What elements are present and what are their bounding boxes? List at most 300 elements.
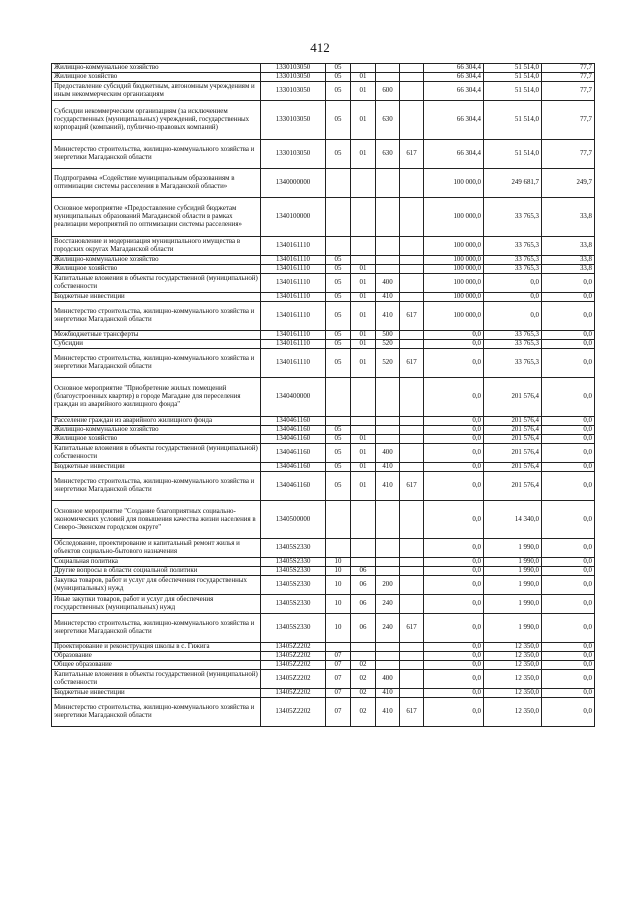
table-row [52, 64, 595, 73]
row-actual-value: 201 576,4 [484, 444, 542, 463]
row-expense-type [376, 198, 400, 237]
row-plan-value: 0,0 [424, 643, 484, 652]
table-row [52, 82, 595, 101]
row-expense-type: 500 [376, 331, 400, 340]
row-section: 05 [326, 340, 351, 349]
row-actual-value: 51 514,0 [484, 64, 542, 73]
table-row [52, 274, 595, 293]
row-section [326, 643, 351, 652]
row-section: 05 [326, 82, 351, 101]
row-expense-type: 200 [376, 576, 400, 595]
table-row [52, 426, 595, 435]
row-name: Восстановление и модернизация муниципального имущества в городских округах Магаданской области [52, 237, 261, 256]
row-subsection: 01 [351, 472, 376, 501]
row-subsection: 01 [351, 463, 376, 472]
row-expense-type [376, 378, 400, 417]
row-name: Жилищно-коммунальное хозяйство [52, 64, 261, 73]
row-plan-value: 0,0 [424, 558, 484, 567]
row-percent: 0,0 [542, 595, 595, 614]
row-subsection: 01 [351, 444, 376, 463]
row-actual-value: 1 990,0 [484, 576, 542, 595]
row-code: 13405Z2202 [261, 652, 326, 661]
row-name: Основное мероприятие "Создание благоприятных социально-экономических условий для повышения качества жизни населения в Северо-Эвенском городском округе" [52, 501, 261, 539]
row-subsection: 06 [351, 614, 376, 643]
row-administrator [400, 501, 424, 539]
row-percent: 33,8 [542, 198, 595, 237]
row-actual-value: 1 990,0 [484, 539, 542, 558]
row-percent: 0,0 [542, 302, 595, 331]
table-row [52, 302, 595, 331]
row-code: 1340461160 [261, 444, 326, 463]
row-expense-type: 410 [376, 472, 400, 501]
row-name: Министерство строительства, жилищно-коммунального хозяйства и энергетики Магаданской области [52, 302, 261, 331]
row-expense-type: 630 [376, 101, 400, 140]
row-plan-value: 0,0 [424, 340, 484, 349]
row-name: Основное мероприятие «Предоставление субсидий бюджетам муниципальных образований Магаданской области в рамках реализации мероприятий по оптимизации системы расселения» [52, 198, 261, 237]
row-name: Бюджетные инвестиции [52, 463, 261, 472]
row-actual-value: 12 350,0 [484, 698, 542, 727]
row-section: 05 [326, 265, 351, 274]
row-subsection: 06 [351, 576, 376, 595]
row-expense-type [376, 256, 400, 265]
row-administrator: 617 [400, 349, 424, 378]
row-administrator [400, 576, 424, 595]
row-section [326, 198, 351, 237]
row-percent: 77,7 [542, 82, 595, 101]
row-name: Жилищно-коммунальное хозяйство [52, 426, 261, 435]
row-subsection: 01 [351, 82, 376, 101]
row-subsection [351, 256, 376, 265]
row-subsection [351, 652, 376, 661]
row-section: 07 [326, 689, 351, 698]
row-code: 1340161110 [261, 274, 326, 293]
row-administrator [400, 417, 424, 426]
row-percent: 33,8 [542, 256, 595, 265]
table-row [52, 265, 595, 274]
row-actual-value: 12 350,0 [484, 689, 542, 698]
row-actual-value: 12 350,0 [484, 643, 542, 652]
row-plan-value: 0,0 [424, 567, 484, 576]
row-subsection [351, 539, 376, 558]
table-row [52, 558, 595, 567]
row-actual-value: 33 765,3 [484, 256, 542, 265]
row-code: 1340461160 [261, 463, 326, 472]
row-percent: 0,0 [542, 689, 595, 698]
row-expense-type [376, 265, 400, 274]
row-subsection: 01 [351, 101, 376, 140]
row-plan-value: 66 304,4 [424, 101, 484, 140]
row-administrator: 617 [400, 472, 424, 501]
row-expense-type [376, 643, 400, 652]
row-expense-type: 410 [376, 689, 400, 698]
row-section: 10 [326, 567, 351, 576]
table-row [52, 661, 595, 670]
row-code: 13405S2330 [261, 595, 326, 614]
table-row [52, 501, 595, 539]
row-administrator [400, 558, 424, 567]
row-plan-value: 0,0 [424, 426, 484, 435]
row-section: 10 [326, 614, 351, 643]
row-expense-type: 410 [376, 463, 400, 472]
row-subsection [351, 64, 376, 73]
row-percent: 0,0 [542, 698, 595, 727]
row-plan-value: 100 000,0 [424, 198, 484, 237]
row-plan-value: 0,0 [424, 689, 484, 698]
row-expense-type: 240 [376, 614, 400, 643]
row-name: Министерство строительства, жилищно-коммунального хозяйства и энергетики Магаданской области [52, 349, 261, 378]
row-administrator [400, 198, 424, 237]
row-plan-value: 100 000,0 [424, 237, 484, 256]
row-section: 05 [326, 140, 351, 169]
row-code: 1340461160 [261, 426, 326, 435]
row-administrator [400, 265, 424, 274]
row-administrator [400, 652, 424, 661]
row-section [326, 237, 351, 256]
row-subsection: 02 [351, 698, 376, 727]
table-row [52, 73, 595, 82]
row-percent: 77,7 [542, 73, 595, 82]
row-expense-type [376, 435, 400, 444]
row-expense-type: 240 [376, 595, 400, 614]
row-subsection [351, 501, 376, 539]
table-row [52, 256, 595, 265]
row-administrator [400, 426, 424, 435]
row-section: 05 [326, 101, 351, 140]
row-actual-value: 33 765,3 [484, 349, 542, 378]
row-plan-value: 0,0 [424, 378, 484, 417]
table-row [52, 237, 595, 256]
table-row [52, 101, 595, 140]
row-actual-value: 1 990,0 [484, 567, 542, 576]
row-plan-value: 0,0 [424, 444, 484, 463]
row-plan-value: 0,0 [424, 539, 484, 558]
row-administrator [400, 378, 424, 417]
row-expense-type: 400 [376, 444, 400, 463]
row-plan-value: 0,0 [424, 661, 484, 670]
row-section: 05 [326, 472, 351, 501]
row-plan-value: 0,0 [424, 576, 484, 595]
row-administrator [400, 595, 424, 614]
row-percent: 77,7 [542, 101, 595, 140]
row-plan-value: 100 000,0 [424, 274, 484, 293]
row-administrator [400, 567, 424, 576]
row-code: 13405Z2202 [261, 661, 326, 670]
row-code: 13405Z2202 [261, 698, 326, 727]
row-subsection: 01 [351, 274, 376, 293]
row-plan-value: 100 000,0 [424, 256, 484, 265]
row-actual-value: 12 350,0 [484, 652, 542, 661]
row-name: Жилищное хозяйство [52, 265, 261, 274]
row-administrator [400, 435, 424, 444]
row-expense-type: 400 [376, 274, 400, 293]
row-name: Расселение граждан из аварийного жилищного фонда [52, 417, 261, 426]
row-code: 1340161110 [261, 331, 326, 340]
row-name: Субсидии [52, 340, 261, 349]
row-subsection: 02 [351, 670, 376, 689]
row-name: Бюджетные инвестиции [52, 293, 261, 302]
row-percent: 0,0 [542, 417, 595, 426]
row-name: Субсидии некоммерческим организациям (за исключением государственных (муниципальных) учреждений, государственных корпораций (компаний), публично-правовых компаний) [52, 101, 261, 140]
table-row [52, 689, 595, 698]
row-name: Бюджетные инвестиции [52, 689, 261, 698]
row-plan-value: 0,0 [424, 698, 484, 727]
row-percent: 0,0 [542, 558, 595, 567]
row-plan-value: 100 000,0 [424, 265, 484, 274]
row-percent: 0,0 [542, 614, 595, 643]
row-actual-value: 51 514,0 [484, 101, 542, 140]
row-subsection: 06 [351, 567, 376, 576]
table-row [52, 435, 595, 444]
row-actual-value: 0,0 [484, 274, 542, 293]
row-percent: 33,8 [542, 265, 595, 274]
row-plan-value: 66 304,4 [424, 140, 484, 169]
row-plan-value: 0,0 [424, 417, 484, 426]
row-actual-value: 201 576,4 [484, 463, 542, 472]
row-subsection [351, 378, 376, 417]
row-code: 13405Z2202 [261, 689, 326, 698]
row-subsection: 02 [351, 689, 376, 698]
row-code: 1340161110 [261, 293, 326, 302]
row-administrator [400, 331, 424, 340]
row-percent: 0,0 [542, 444, 595, 463]
row-name: Министерство строительства, жилищно-коммунального хозяйства и энергетики Магаданской области [52, 140, 261, 169]
row-code: 13405S2330 [261, 614, 326, 643]
row-section: 05 [326, 463, 351, 472]
row-administrator [400, 169, 424, 198]
row-name: Министерство строительства, жилищно-коммунального хозяйства и энергетики Магаданской области [52, 472, 261, 501]
row-expense-type: 630 [376, 140, 400, 169]
row-plan-value: 0,0 [424, 435, 484, 444]
row-administrator: 617 [400, 302, 424, 331]
row-expense-type: 400 [376, 670, 400, 689]
row-code: 1340161110 [261, 256, 326, 265]
row-percent: 33,8 [542, 237, 595, 256]
table-row [52, 331, 595, 340]
row-section [326, 169, 351, 198]
row-administrator [400, 256, 424, 265]
row-administrator: 617 [400, 698, 424, 727]
row-percent: 0,0 [542, 472, 595, 501]
table-row [52, 140, 595, 169]
row-administrator [400, 340, 424, 349]
row-administrator [400, 64, 424, 73]
row-code: 13405S2330 [261, 558, 326, 567]
row-subsection: 01 [351, 73, 376, 82]
row-expense-type [376, 237, 400, 256]
row-plan-value: 66 304,4 [424, 64, 484, 73]
row-actual-value: 12 350,0 [484, 670, 542, 689]
table-row [52, 698, 595, 727]
row-actual-value: 14 340,0 [484, 501, 542, 539]
row-percent: 0,0 [542, 293, 595, 302]
row-name: Основное мероприятие "Приобретение жилых помещений (благоустроенных квартир) в городе Магадане для переселения граждан из аварийного жилищного фонда" [52, 378, 261, 417]
row-section [326, 501, 351, 539]
row-expense-type: 410 [376, 293, 400, 302]
row-actual-value: 33 765,3 [484, 237, 542, 256]
row-percent: 0,0 [542, 576, 595, 595]
table-row [52, 567, 595, 576]
row-name: Иные закупки товаров, работ и услуг для обеспечения государственных (муниципальных) нужд [52, 595, 261, 614]
row-subsection: 01 [351, 140, 376, 169]
row-actual-value: 12 350,0 [484, 661, 542, 670]
row-code: 1330103050 [261, 64, 326, 73]
row-code: 1340161110 [261, 302, 326, 331]
row-code: 1340000000 [261, 169, 326, 198]
row-percent: 0,0 [542, 378, 595, 417]
row-name: Межбюджетные трансферты [52, 331, 261, 340]
row-expense-type [376, 417, 400, 426]
row-plan-value: 100 000,0 [424, 302, 484, 331]
row-name: Жилищное хозяйство [52, 435, 261, 444]
row-section: 10 [326, 595, 351, 614]
row-percent: 0,0 [542, 426, 595, 435]
row-actual-value: 0,0 [484, 293, 542, 302]
row-expense-type [376, 64, 400, 73]
row-plan-value: 0,0 [424, 614, 484, 643]
row-expense-type [376, 169, 400, 198]
row-percent: 0,0 [542, 567, 595, 576]
row-plan-value: 0,0 [424, 463, 484, 472]
row-code: 1340400000 [261, 378, 326, 417]
row-code: 13405S2330 [261, 567, 326, 576]
row-expense-type [376, 558, 400, 567]
table-row [52, 198, 595, 237]
row-name: Капитальные вложения в объекты государственной (муниципальной) собственности [52, 274, 261, 293]
table-row [52, 349, 595, 378]
row-actual-value: 1 990,0 [484, 595, 542, 614]
table-row [52, 340, 595, 349]
row-code: 1330103050 [261, 73, 326, 82]
row-plan-value: 66 304,4 [424, 73, 484, 82]
row-name: Подпрограмма «Содействие муниципальным образованиям в оптимизации системы расселения в Магаданской области» [52, 169, 261, 198]
row-percent: 0,0 [542, 349, 595, 378]
row-subsection: 01 [351, 293, 376, 302]
row-plan-value: 0,0 [424, 652, 484, 661]
row-code: 1340461160 [261, 472, 326, 501]
row-section [326, 539, 351, 558]
table-row [52, 417, 595, 426]
row-expense-type: 410 [376, 302, 400, 331]
row-section: 10 [326, 558, 351, 567]
row-administrator [400, 539, 424, 558]
row-expense-type [376, 426, 400, 435]
row-plan-value: 100 000,0 [424, 293, 484, 302]
row-percent: 0,0 [542, 331, 595, 340]
row-plan-value: 0,0 [424, 349, 484, 378]
table-row [52, 378, 595, 417]
row-actual-value: 1 990,0 [484, 614, 542, 643]
row-administrator [400, 670, 424, 689]
row-actual-value: 33 765,3 [484, 340, 542, 349]
row-section: 05 [326, 435, 351, 444]
row-actual-value: 1 990,0 [484, 558, 542, 567]
row-expense-type: 520 [376, 340, 400, 349]
row-expense-type [376, 567, 400, 576]
row-section: 05 [326, 274, 351, 293]
row-section: 05 [326, 73, 351, 82]
row-percent: 0,0 [542, 501, 595, 539]
row-percent: 0,0 [542, 643, 595, 652]
row-percent: 0,0 [542, 274, 595, 293]
row-name: Проектирование и реконструкция школы в с. Гижига [52, 643, 261, 652]
row-subsection [351, 417, 376, 426]
row-actual-value: 33 765,3 [484, 265, 542, 274]
row-subsection: 01 [351, 265, 376, 274]
row-administrator [400, 444, 424, 463]
row-percent: 0,0 [542, 661, 595, 670]
row-code: 1340161110 [261, 265, 326, 274]
row-administrator: 617 [400, 140, 424, 169]
row-percent: 77,7 [542, 140, 595, 169]
row-code: 1330103050 [261, 101, 326, 140]
row-section: 05 [326, 349, 351, 378]
row-actual-value: 33 765,3 [484, 198, 542, 237]
row-plan-value: 66 304,4 [424, 82, 484, 101]
table-row [52, 472, 595, 501]
row-expense-type [376, 539, 400, 558]
row-code: 1340461160 [261, 417, 326, 426]
row-section: 05 [326, 293, 351, 302]
row-code: 1330103050 [261, 140, 326, 169]
row-section: 10 [326, 576, 351, 595]
table-row [52, 463, 595, 472]
row-code: 13405Z2202 [261, 643, 326, 652]
row-actual-value: 249 681,7 [484, 169, 542, 198]
row-code: 1340161110 [261, 349, 326, 378]
row-administrator [400, 101, 424, 140]
row-subsection: 01 [351, 340, 376, 349]
table-row [52, 670, 595, 689]
row-administrator [400, 274, 424, 293]
row-percent: 0,0 [542, 670, 595, 689]
row-name: Жилищное хозяйство [52, 73, 261, 82]
row-name: Другие вопросы в области социальной политики [52, 567, 261, 576]
row-percent: 0,0 [542, 652, 595, 661]
row-section: 07 [326, 661, 351, 670]
row-actual-value: 201 576,4 [484, 472, 542, 501]
row-subsection: 01 [351, 349, 376, 378]
row-administrator [400, 689, 424, 698]
row-plan-value: 0,0 [424, 595, 484, 614]
row-percent: 249,7 [542, 169, 595, 198]
row-plan-value: 0,0 [424, 331, 484, 340]
row-expense-type: 520 [376, 349, 400, 378]
row-code: 1340100000 [261, 198, 326, 237]
row-code: 13405S2330 [261, 576, 326, 595]
row-subsection [351, 198, 376, 237]
row-code: 1330103050 [261, 82, 326, 101]
row-actual-value: 201 576,4 [484, 378, 542, 417]
row-section: 05 [326, 256, 351, 265]
row-name: Обследование, проектирование и капитальный ремонт жилья и объектов социально-бытового назначения [52, 539, 261, 558]
row-code: 1340500000 [261, 501, 326, 539]
row-section: 05 [326, 331, 351, 340]
row-percent: 0,0 [542, 435, 595, 444]
row-subsection: 01 [351, 331, 376, 340]
row-plan-value: 0,0 [424, 670, 484, 689]
row-plan-value: 0,0 [424, 501, 484, 539]
row-subsection [351, 643, 376, 652]
row-expense-type: 410 [376, 698, 400, 727]
row-section [326, 417, 351, 426]
row-percent: 0,0 [542, 340, 595, 349]
table-row [52, 614, 595, 643]
row-name: Капитальные вложения в объекты государственной (муниципальной) собственности [52, 670, 261, 689]
row-actual-value: 51 514,0 [484, 82, 542, 101]
table-row [52, 643, 595, 652]
row-subsection: 02 [351, 661, 376, 670]
row-actual-value: 51 514,0 [484, 140, 542, 169]
